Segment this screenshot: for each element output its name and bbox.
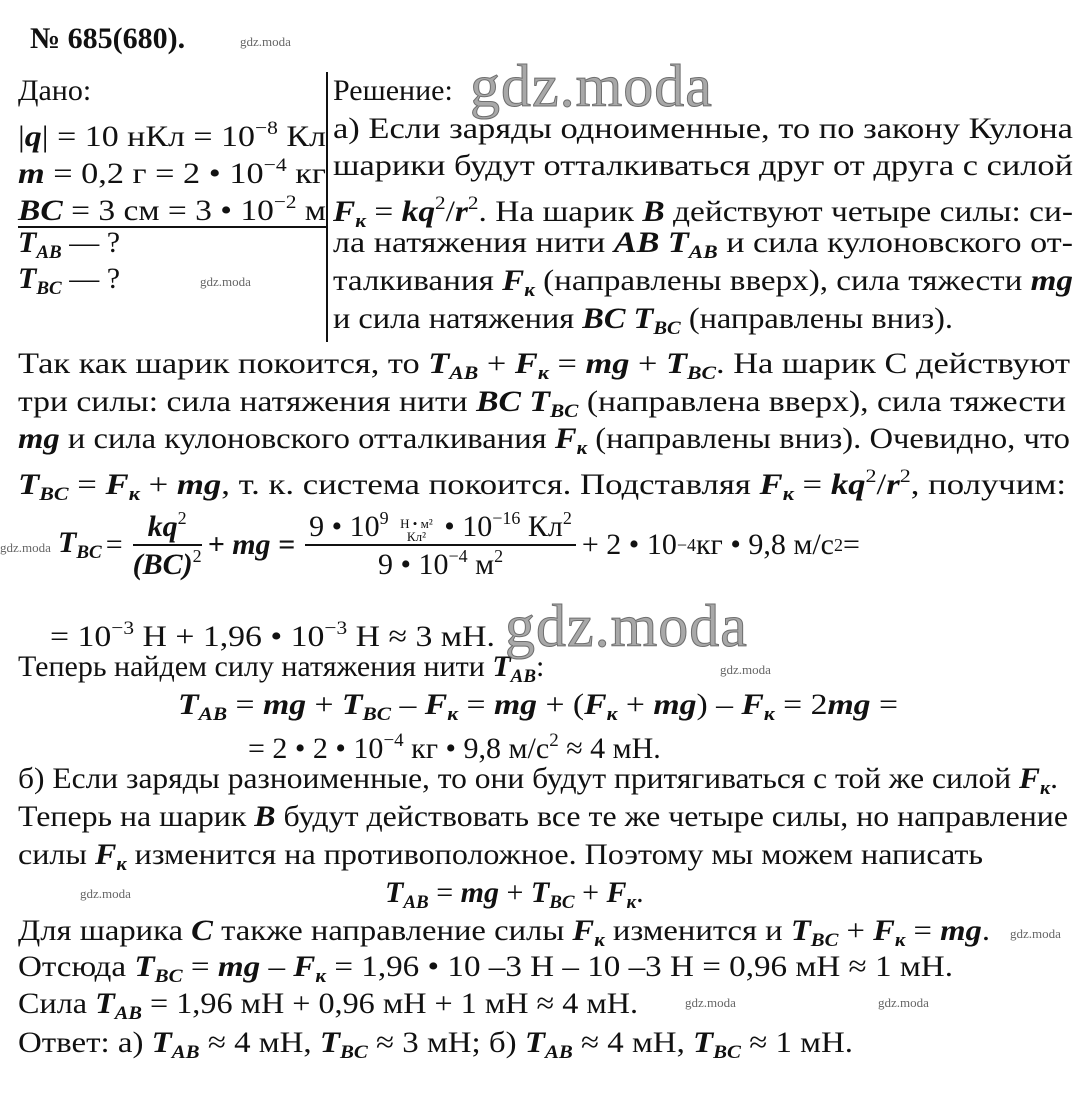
text-segment: , т. к. система покоится. Подставляя: [221, 468, 760, 501]
subscript: BC: [713, 1042, 741, 1063]
text-segment: =: [366, 195, 402, 228]
math-symbol: T: [178, 688, 199, 721]
text-segment: +: [306, 688, 342, 721]
text-segment: Теперь на шарик: [18, 800, 255, 833]
text-segment: +: [139, 468, 177, 501]
text-line: [248, 724, 661, 766]
text-segment: кг: [286, 157, 326, 190]
text-segment: = 2 • 2 • 10: [248, 732, 384, 765]
math-symbol: T: [18, 226, 37, 259]
subscript: BC: [549, 892, 575, 913]
watermark-small: gdz.moda: [80, 886, 131, 901]
math-symbol: T: [428, 347, 450, 380]
math-symbol: mg: [493, 688, 538, 721]
math-symbol: T: [524, 1026, 545, 1059]
subscript: AB: [171, 1042, 200, 1063]
text-line: [18, 262, 120, 306]
math-symbol: BC: [18, 194, 63, 227]
math-symbol: T: [319, 1026, 340, 1059]
math-symbol: F: [293, 950, 316, 983]
text-segment: ≈ 4 мН,: [199, 1026, 320, 1059]
text-segment: (направлены вниз).: [680, 302, 954, 335]
watermark-small: gdz.moda: [0, 540, 51, 555]
subscript: к: [606, 704, 618, 725]
subscript: BC: [810, 930, 839, 951]
math-symbol: F: [333, 195, 356, 228]
solution-header: Решение:: [333, 74, 453, 107]
text-segment: и сила кулоновского от-: [717, 226, 1073, 259]
text-segment: =: [458, 688, 494, 721]
math-symbol: T: [790, 914, 811, 947]
text-segment: Кл: [277, 120, 326, 153]
math-symbol: F: [502, 264, 525, 297]
superscript: −4: [383, 730, 404, 751]
math-symbol: F: [514, 347, 538, 380]
text-segment: .: [636, 876, 644, 909]
math-symbol: m: [18, 157, 45, 190]
math-symbol: mg: [827, 688, 871, 721]
text-segment: действуют четыре силы: си-: [664, 195, 1073, 228]
text-segment: = 1,96 мН + 0,96 мН + 1 мН ≈ 4 мН.: [141, 987, 638, 1020]
math-symbol: T: [151, 1026, 172, 1059]
text-segment: кг • 9,8 м/с: [403, 732, 550, 765]
math-symbol: F: [424, 688, 448, 721]
text-segment: =: [227, 688, 263, 721]
watermark-logo: gdz.moda: [470, 53, 713, 119]
text-segment: = 2: [774, 688, 828, 721]
watermark-small: gdz.moda: [685, 995, 736, 1010]
text-line: [333, 149, 1073, 183]
math-symbol: T: [492, 650, 511, 683]
watermark-small: gdz.moda: [720, 662, 771, 677]
text-segment: = 10: [50, 620, 112, 653]
formula-tbc: $T_{BC}$ = $\frac{kq^2}{(BC)^2}$ + mg = 9 • $10^9$ Н • м² Кл² • $10^{-16}$ $Кл^2$ 9 • $10^{-4}$ $м^2$ + 2 • 10 −4 кг • 9,8 м/с 2 =: [58, 508, 860, 581]
subscript: AB: [688, 242, 718, 263]
text-segment: = 3 см = 3 • 10: [62, 194, 274, 227]
text-segment: б) Если заряды разноименные, то они будут притягиваться с той же силой: [18, 762, 1020, 795]
subscript: к: [626, 892, 637, 913]
text-segment: =: [548, 347, 586, 380]
watermark-small: gdz.moda: [240, 34, 291, 49]
text-segment: будут действовать все те же четыре силы, но направление: [275, 800, 1068, 833]
text-segment: Теперь найдем силу натяжения нити: [18, 650, 493, 683]
text-segment: =: [428, 876, 461, 909]
text-segment: +: [838, 914, 874, 947]
text-line: [50, 612, 495, 654]
text-segment: =: [68, 468, 106, 501]
text-line: [18, 460, 1066, 512]
text-segment: =: [905, 914, 941, 947]
subscript: BC: [549, 401, 579, 422]
text-segment: (направлены вниз). Очевидно, что: [587, 422, 1070, 455]
math-symbol: mg: [940, 914, 982, 947]
text-segment: ≈ 4 мН,: [572, 1026, 694, 1059]
text-segment: +: [498, 876, 531, 909]
text-segment: ≈ 3 мН; б): [367, 1026, 525, 1059]
text-segment: /: [876, 468, 887, 501]
text-segment: ) –: [696, 688, 742, 721]
text-segment: =: [870, 688, 898, 721]
text-segment: =: [793, 468, 831, 501]
column-divider: [326, 72, 328, 342]
math-symbol: F: [741, 688, 764, 721]
subscript: BC: [686, 363, 717, 384]
superscript: −2: [273, 192, 297, 213]
math-symbol: mg: [1030, 264, 1073, 297]
math-symbol: T: [95, 987, 115, 1020]
math-symbol: mg: [653, 688, 697, 721]
text-segment: /: [445, 195, 455, 228]
text-line: [18, 112, 326, 154]
math-symbol: F: [873, 914, 895, 947]
math-symbol: C: [191, 914, 213, 947]
math-symbol: BC T: [476, 385, 550, 418]
math-symbol: q: [24, 120, 42, 153]
subscript: BC: [36, 278, 62, 299]
math-symbol: mg: [18, 422, 60, 455]
text-segment: Н ≈ 3 мН.: [347, 620, 495, 653]
superscript: −3: [324, 618, 348, 639]
text-segment: и сила кулоновского отталкивания: [59, 422, 555, 455]
subscript: к: [782, 484, 794, 505]
math-symbol: F: [572, 914, 595, 947]
watermark-small: gdz.moda: [1010, 926, 1061, 941]
text-segment: талкивания: [333, 264, 503, 297]
superscript: 2: [467, 193, 479, 214]
text-segment: — ?: [61, 262, 121, 295]
text-segment: :: [536, 650, 545, 683]
subscript: к: [355, 211, 367, 232]
math-symbol: T: [341, 688, 363, 721]
math-symbol: r: [886, 468, 900, 501]
text-line: [18, 149, 326, 191]
subscript: BC: [653, 318, 681, 339]
text-segment: (направлена вверх), сила тяжести: [578, 385, 1066, 418]
text-segment: –: [260, 950, 294, 983]
math-symbol: kq: [830, 468, 866, 501]
text-segment: Для шарика: [18, 914, 192, 947]
text-segment: изменится и: [604, 914, 791, 947]
text-segment: = 0,2 г = 2 • 10: [44, 157, 264, 190]
subscript: AB: [114, 1003, 142, 1024]
text-segment: Отсюда: [18, 950, 135, 983]
text-segment: также направление силы: [212, 914, 573, 947]
superscript: 2: [865, 466, 877, 487]
superscript: 2: [899, 466, 911, 487]
text-segment: изменится на противоположное. Поэтому мы можем написать: [126, 838, 983, 871]
watermark-small: gdz.moda: [878, 995, 929, 1010]
text-line: [18, 800, 1068, 834]
text-segment: –: [391, 688, 425, 721]
fraction-numeric: 9 • $10^9$ Н • м² Кл² • $10^{-16}$ $Кл^2$ 9 • $10^{-4}$ $м^2$: [305, 508, 576, 582]
given-header: Дано:: [18, 74, 92, 107]
superscript: −3: [111, 618, 135, 639]
subscript: к: [116, 854, 127, 875]
math-symbol: T: [385, 876, 404, 909]
superscript: −8: [255, 118, 278, 139]
math-symbol: kq: [401, 195, 436, 228]
math-symbol: AB T: [613, 226, 689, 259]
subscript: AB: [403, 892, 429, 913]
text-segment: Ответ: а): [18, 1026, 152, 1059]
text-segment: ≈ 4 мН.: [558, 732, 661, 765]
math-symbol: F: [759, 468, 783, 501]
math-symbol: T: [18, 262, 37, 295]
math-symbol: B: [254, 800, 276, 833]
text-segment: | = 10 нКл = 10: [41, 120, 256, 153]
subscript: к: [128, 484, 140, 505]
text-segment: ≈ 1 мН.: [740, 1026, 853, 1059]
math-symbol: T: [693, 1026, 714, 1059]
math-symbol: BC T: [582, 302, 654, 335]
subscript: к: [1040, 778, 1051, 799]
subscript: AB: [198, 704, 228, 725]
text-segment: силы: [18, 838, 95, 871]
math-symbol: F: [1019, 762, 1041, 795]
text-segment: + (: [537, 688, 585, 721]
text-segment: три силы: сила натяжения нити: [18, 385, 477, 418]
watermark-small: gdz.moda: [200, 274, 251, 289]
superscript: 2: [549, 730, 559, 751]
subscript: AB: [36, 242, 62, 263]
text-segment: — ?: [61, 226, 121, 259]
math-symbol: F: [584, 688, 607, 721]
text-segment: .: [981, 914, 990, 947]
text-segment: . На шарик: [478, 195, 643, 228]
text-segment: +: [478, 347, 515, 380]
watermark-logo: gdz.moda: [505, 593, 748, 659]
subscript: к: [315, 966, 327, 987]
math-symbol: T: [134, 950, 155, 983]
text-segment: шарики будут отталкиваться друг от друга с силой: [333, 149, 1073, 182]
text-segment: а) Если заряды одноименные, то по закону Кулона: [333, 112, 1073, 145]
text-segment: . На шарик С действуют: [716, 347, 1070, 380]
text-segment: ла натяжения нити: [333, 226, 614, 259]
text-segment: Так как шарик покоится, то: [18, 347, 429, 380]
text-segment: = 1,96 • 10 –3 Н – 10 –3 Н = 0,96 мН ≈ 1 мН.: [326, 950, 954, 983]
math-symbol: r: [454, 195, 468, 228]
text-segment: Сила: [18, 987, 96, 1020]
subscript: BC: [154, 966, 183, 987]
superscript: 2: [435, 193, 446, 214]
text-segment: =: [182, 950, 218, 983]
text-segment: (направлены вверх), сила тяжести: [534, 264, 1031, 297]
subscript: BC: [362, 704, 392, 725]
math-symbol: B: [642, 195, 665, 228]
text-segment: |: [18, 120, 25, 153]
text-line: [333, 302, 953, 346]
text-segment: м: [296, 194, 326, 227]
text-segment: и сила натяжения: [333, 302, 583, 335]
subscript: к: [594, 930, 605, 951]
subscript: AB: [544, 1042, 573, 1063]
subscript: к: [537, 363, 549, 384]
text-segment: .: [1050, 762, 1058, 795]
math-symbol: mg: [585, 347, 630, 380]
math-symbol: F: [606, 876, 627, 909]
subscript: BC: [39, 484, 69, 505]
problem-number: № 685(680).: [30, 22, 186, 55]
subscript: к: [763, 704, 775, 725]
text-segment: , получим:: [910, 468, 1066, 501]
subscript: BC: [339, 1042, 368, 1063]
text-line: [18, 987, 638, 1031]
text-segment: Н + 1,96 • 10: [134, 620, 325, 653]
math-symbol: mg: [217, 950, 261, 983]
math-symbol: T: [665, 347, 687, 380]
text-line: [18, 186, 326, 228]
text-segment: +: [574, 876, 607, 909]
text-segment: +: [617, 688, 654, 721]
math-symbol: F: [554, 422, 577, 455]
subscript: AB: [449, 363, 479, 384]
math-symbol: F: [94, 838, 117, 871]
subscript: к: [576, 438, 588, 459]
subscript: AB: [510, 666, 537, 687]
superscript: −4: [263, 155, 287, 176]
text-line: [18, 1026, 853, 1070]
subscript: к: [447, 704, 459, 725]
math-symbol: mg: [176, 468, 222, 501]
math-symbol: mg: [460, 876, 499, 909]
subscript: к: [524, 280, 535, 301]
fraction-kq2-bc2: $\frac{kq^2}{(BC)^2}$: [132, 508, 202, 581]
math-symbol: T: [530, 876, 550, 909]
math-symbol: F: [105, 468, 129, 501]
subscript: к: [894, 930, 906, 951]
math-symbol: mg: [262, 688, 307, 721]
math-symbol: T: [18, 468, 40, 501]
text-segment: +: [629, 347, 666, 380]
